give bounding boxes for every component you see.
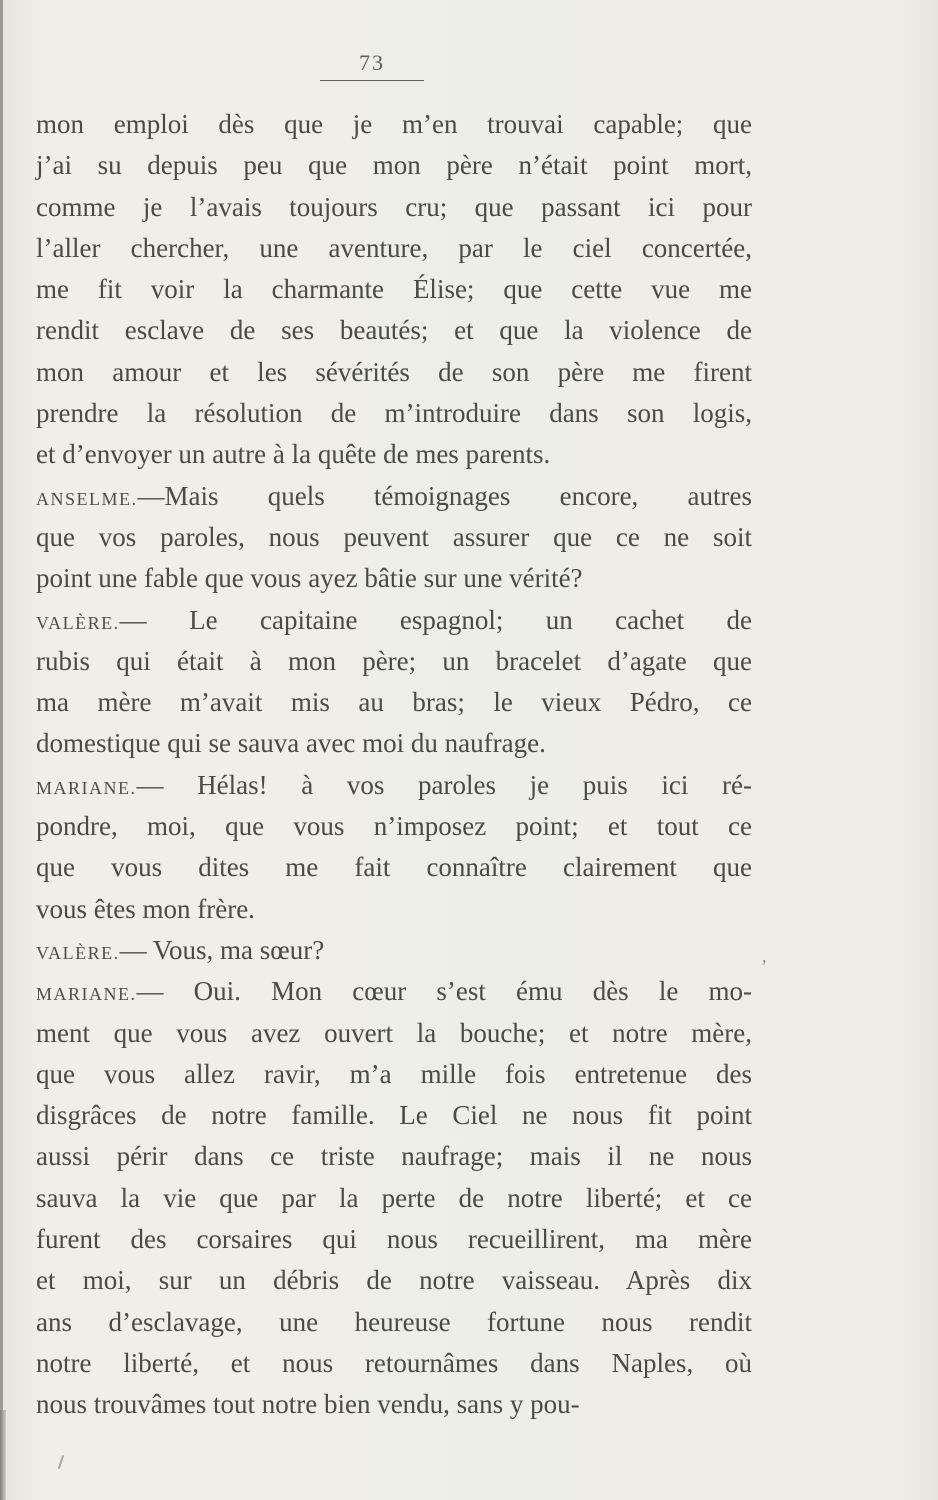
- line-text: que vos paroles, nous peuvent assurer que ce ne soit: [36, 521, 752, 552]
- text-line: [36, 434, 752, 475]
- line-text: comme je l’avais toujours cru; que passant ici pour: [36, 191, 752, 222]
- line-text: mon emploi dès que je m’en trouvai capable; que: [36, 109, 752, 139]
- line-text: l’aller chercher, une aventure, par le ciel concertée,: [36, 232, 752, 263]
- stray-mark: ,: [762, 946, 767, 966]
- text-line: [36, 1302, 752, 1343]
- line-text: j’ai su depuis peu que mon père n’était point mort,: [36, 150, 752, 181]
- line-text: me fit voir la charmante Élise; que cette vue me: [36, 274, 752, 305]
- text-line: [36, 1219, 752, 1260]
- line-text: pondre, moi, que vous n’imposez point; et tout ce: [36, 811, 752, 842]
- text-line: [36, 723, 752, 764]
- line-text: — Le capitaine espagnol; un cachet de: [119, 604, 752, 635]
- line-text: et d’envoyer un autre à la quête de mes parents.: [36, 439, 551, 470]
- page-binding-edge: [0, 0, 3, 1500]
- line-text: aussi périr dans ce triste naufrage; mais il ne nous: [36, 1141, 752, 1172]
- text-line: [36, 310, 752, 351]
- line-text: nous trouvâmes tout notre bien vendu, sans y pou-: [36, 1389, 580, 1420]
- dialogue-line: [36, 971, 752, 1012]
- line-text: vous êtes mon frère.: [36, 893, 255, 924]
- text-line: [36, 1095, 752, 1136]
- text-line: [36, 393, 752, 434]
- line-text: domestique qui se sauva avec moi du naufrage.: [36, 728, 546, 759]
- text-line: [36, 228, 752, 269]
- line-text: prendre la résolution de m’introduire dans son logis,: [36, 398, 752, 429]
- dialogue-line: [36, 765, 752, 806]
- line-text: rendit esclave de ses beautés; et que la violence de: [36, 315, 752, 346]
- line-text: mon amour et les sévérités de son père me firent: [36, 356, 752, 387]
- body-text: [36, 104, 752, 1426]
- speaker-name: VALÈRE.: [36, 942, 120, 963]
- text-line: [36, 1260, 752, 1301]
- text-line: [36, 517, 752, 558]
- speaker-name: VALÈRE.: [36, 612, 120, 633]
- line-text: que vous dites me fait connaître clairement que: [36, 852, 752, 883]
- speaker-name: MARIANE.: [36, 984, 137, 1005]
- text-line: [36, 1178, 752, 1219]
- line-text: ment que vous avez ouvert la bouche; et notre mère,: [36, 1017, 752, 1048]
- speaker-name: MARIANE.: [36, 777, 137, 798]
- line-text: — Hélas! à vos paroles je puis ici ré-: [136, 769, 752, 800]
- text-line: [36, 1343, 752, 1384]
- text-line: [36, 352, 752, 393]
- text-line: [36, 1384, 752, 1425]
- speaker-name: ANSELME.: [36, 488, 138, 509]
- line-text: —Mais quels témoignages encore, autres: [137, 480, 752, 511]
- page-header: [318, 48, 426, 81]
- text-line: [36, 104, 752, 145]
- page-number: 73: [359, 50, 385, 75]
- text-line: [36, 1136, 752, 1177]
- line-text: sauva la vie que par la perte de notre liberté; et ce: [36, 1182, 752, 1213]
- line-text: notre liberté, et nous retournâmes dans Naples, où: [36, 1347, 752, 1378]
- dialogue-line: [36, 930, 752, 971]
- text-line: [36, 641, 752, 682]
- line-text: rubis qui était à mon père; un bracelet d’agate que: [36, 645, 752, 676]
- line-text: que vous allez ravir, m’a mille fois entretenue des: [36, 1058, 752, 1089]
- header-rule: [320, 80, 424, 81]
- text-line: [36, 682, 752, 723]
- line-text: ans d’esclavage, une heureuse fortune nous rendit: [36, 1306, 752, 1337]
- text-line: [36, 269, 752, 310]
- text-line: [36, 806, 752, 847]
- text-line: [36, 1054, 752, 1095]
- text-line: [36, 558, 752, 599]
- page-binding-shadow: [0, 1410, 6, 1500]
- line-text: — Oui. Mon cœur s’est ému dès le mo-: [136, 976, 752, 1007]
- text-line: [36, 187, 752, 228]
- text-line: [36, 847, 752, 888]
- text-line: [36, 889, 752, 930]
- line-text: disgrâces de notre famille. Le Ciel ne nous fit point: [36, 1100, 752, 1131]
- text-line: [36, 145, 752, 186]
- stray-dash: [58, 1455, 64, 1469]
- text-line: [36, 1013, 752, 1054]
- line-text: point une fable que vous ayez bâtie sur une vérité?: [36, 563, 583, 594]
- dialogue-line: [36, 476, 752, 517]
- dialogue-line: [36, 600, 752, 641]
- line-text: et moi, sur un débris de notre vaisseau. Après dix: [36, 1265, 752, 1296]
- line-text: furent des corsaires qui nous recueillirent, ma mère: [36, 1224, 752, 1255]
- line-text: ma mère m’avait mis au bras; le vieux Pédro, ce: [36, 687, 752, 718]
- line-text: — Vous, ma sœur?: [119, 934, 325, 965]
